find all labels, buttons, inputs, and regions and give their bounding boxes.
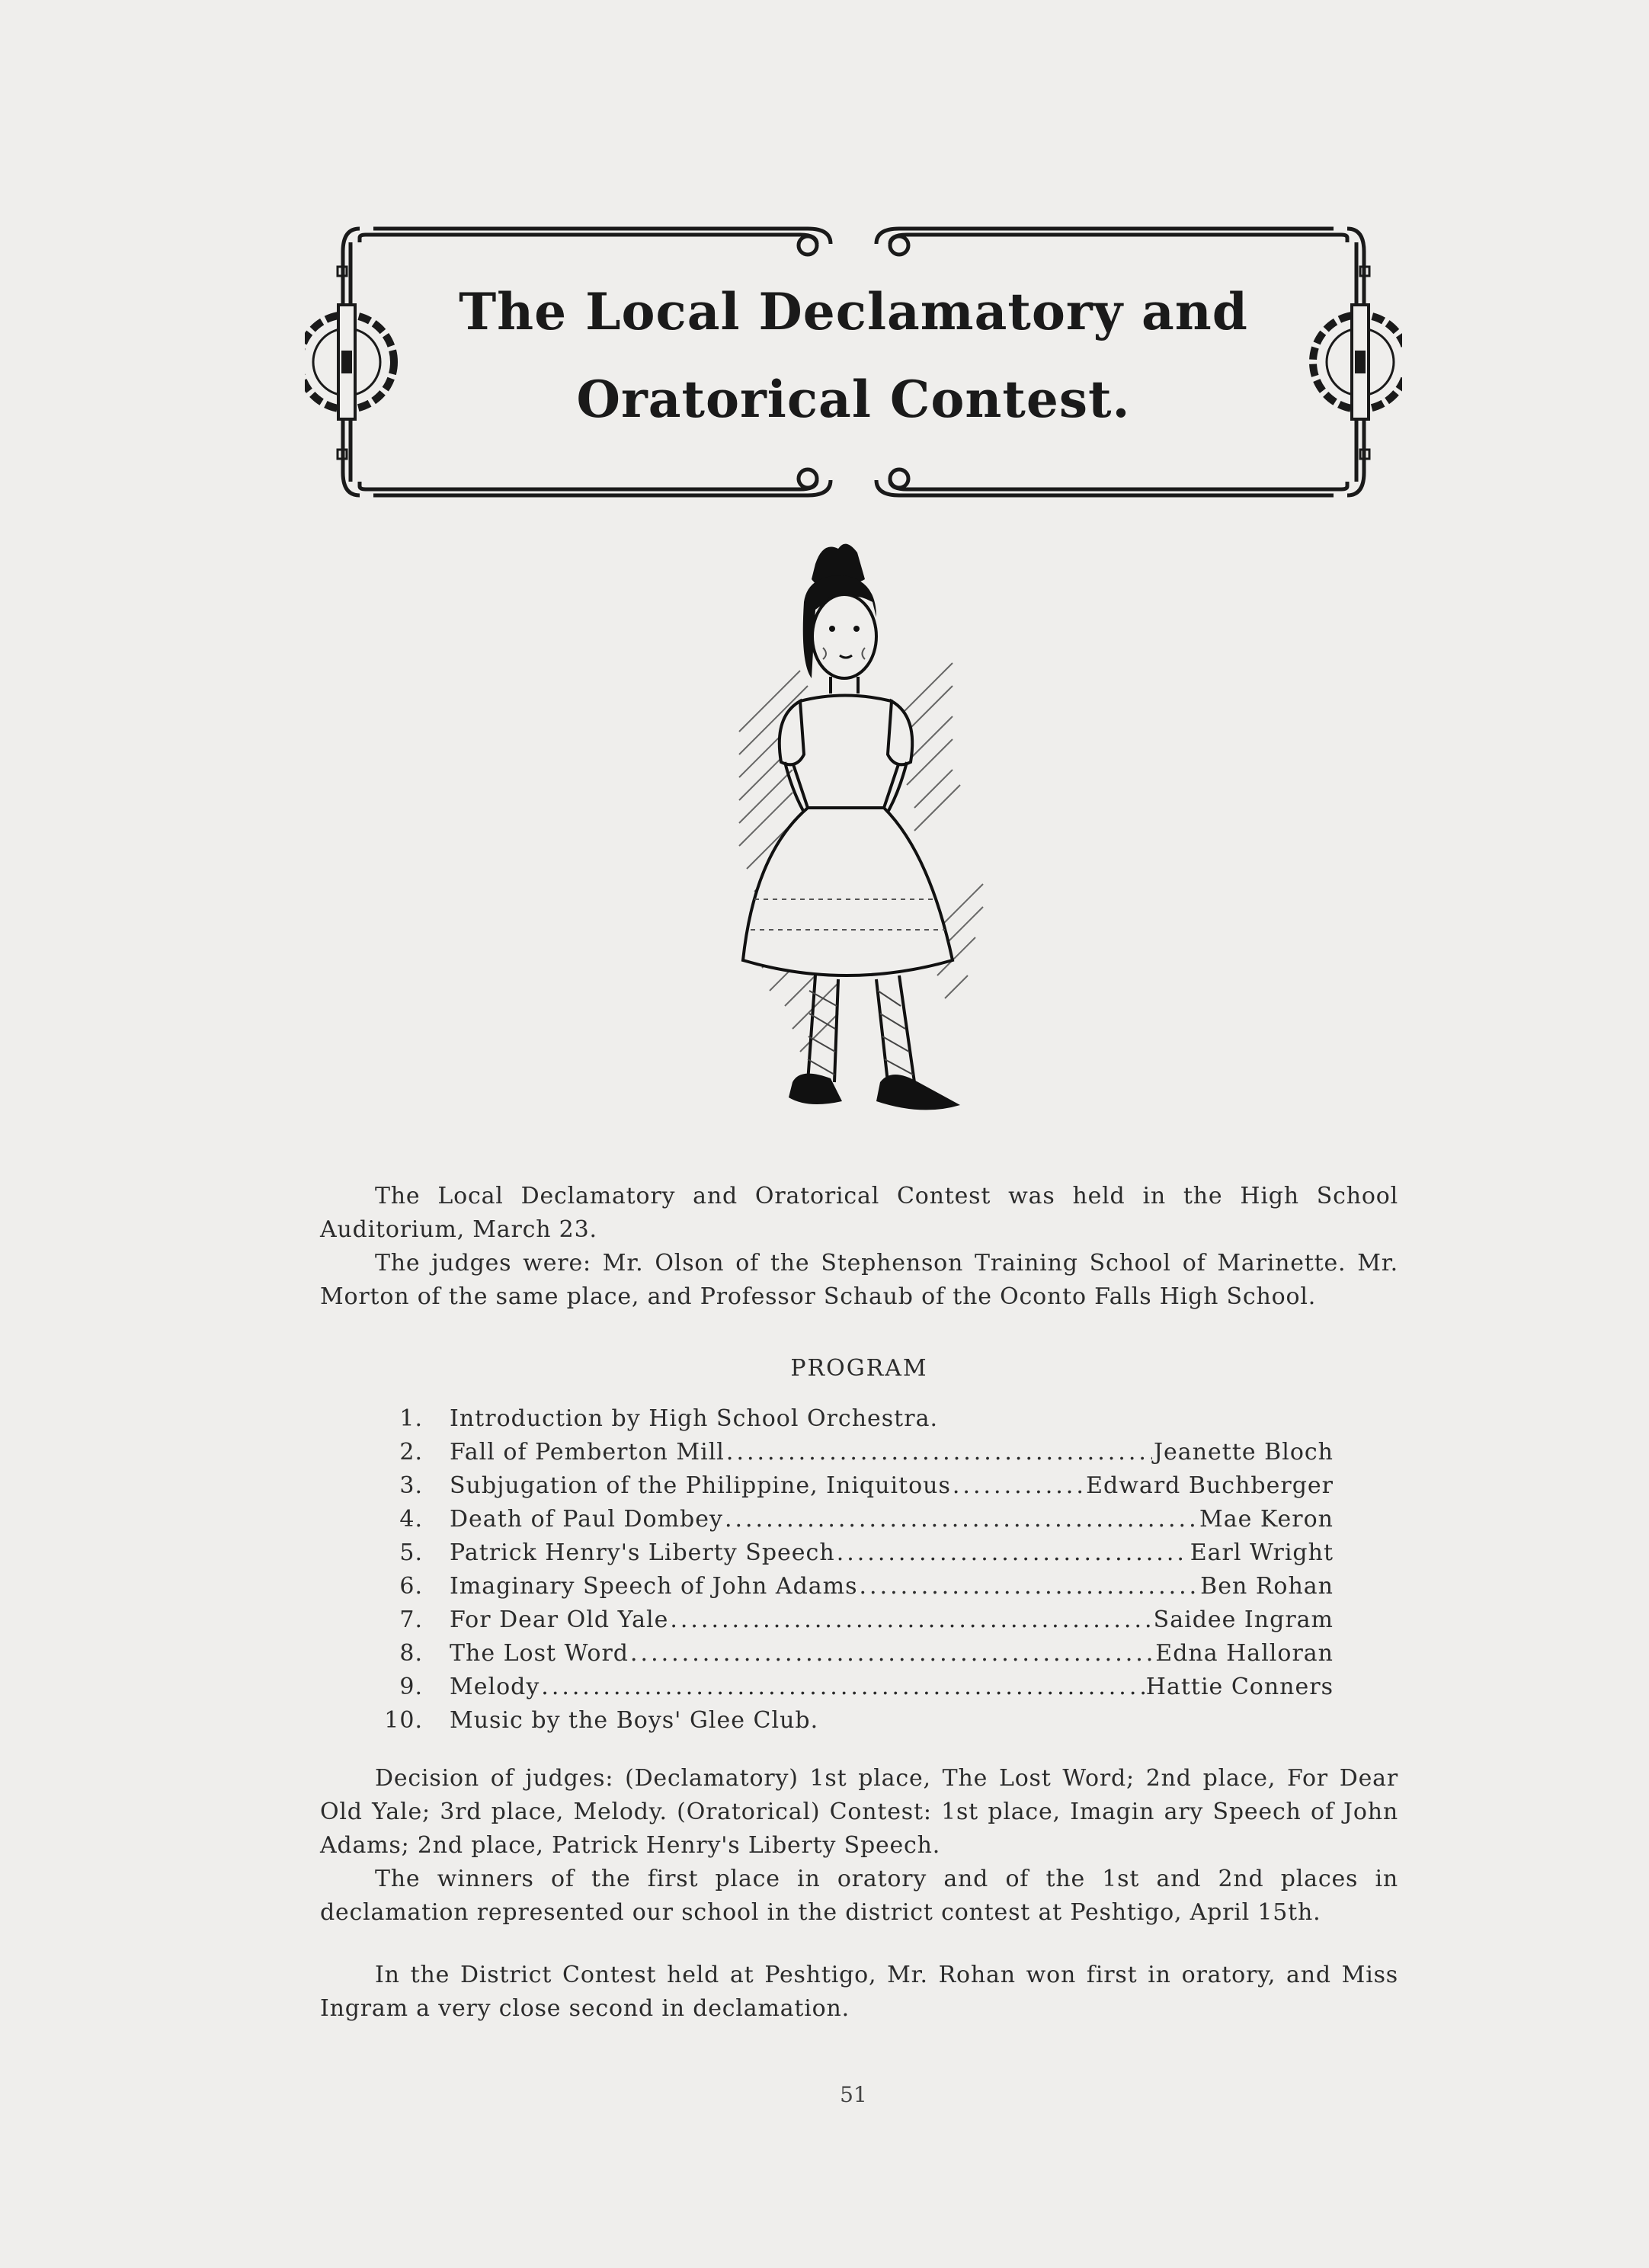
program-item-title: Fall of Pemberton Mill <box>450 1439 725 1466</box>
title-frame <box>305 221 1402 503</box>
program-item-title: Death of Paul Dombey <box>450 1506 723 1533</box>
program-item-number: 2. <box>399 1439 423 1466</box>
dot-leader <box>541 1671 1145 1704</box>
program-item-number: 10. <box>384 1707 423 1734</box>
program-item <box>381 1402 1334 1436</box>
page-title-line-1: The Local Declamatory and <box>459 282 1248 341</box>
winners-paragraph: The winners of the first place in oratory and of the 1st and 2nd places in declamation represented our school in the district contest at Peshtigo, April 15th. <box>320 1866 1398 1926</box>
program-item-performer: Mae Keron <box>1199 1506 1334 1533</box>
program-item-title: Music by the Boys' Glee Club. <box>450 1707 819 1734</box>
dot-leader <box>726 1436 1152 1469</box>
program-item-number: 4. <box>399 1506 423 1533</box>
judges-paragraph: The judges were: Mr. Olson of the Stephenson Training School of Marinette. Mr. Morton of the same place, and Professor Schaub of the Oconto Falls High School. <box>320 1250 1398 1310</box>
program-item-title: Patrick Henry's Liberty Speech <box>450 1539 835 1566</box>
district-section <box>320 1959 1398 2026</box>
decision-paragraph: Decision of judges: (Declamatory) 1st place, The Lost Word; 2nd place, For Dear Old Yale; 3rd place, Melody. (Oratorical) Contest: 1st place, Imagin ary Speech of John Adams; 2nd place, Patrick Henry's Liberty Speech. <box>320 1765 1398 1859</box>
program-item <box>381 1570 1334 1603</box>
program-item-number: 1. <box>399 1405 423 1432</box>
girl-in-dress-icon <box>709 533 998 1143</box>
program-item-number: 8. <box>399 1640 423 1667</box>
program-item-performer: Jeanette Bloch <box>1154 1439 1334 1466</box>
program-item-number: 5. <box>399 1539 423 1566</box>
program-item-title: Subjugation of the Philippine, Iniquitous <box>450 1472 951 1499</box>
program-item <box>381 1503 1334 1536</box>
decision-section <box>320 1762 1398 1930</box>
program-item <box>381 1671 1334 1704</box>
program-item <box>381 1603 1334 1637</box>
program-item <box>381 1436 1334 1469</box>
program-item-performer: Saidee Ingram <box>1153 1606 1334 1633</box>
program-item <box>381 1536 1334 1570</box>
program-item-number: 7. <box>399 1606 423 1633</box>
page-title-line-2: Oratorical Contest. <box>576 370 1131 429</box>
program-item-performer: Edna Halloran <box>1155 1640 1334 1667</box>
program-item <box>381 1704 1334 1738</box>
ornamental-border-icon <box>305 221 1402 503</box>
program-item-number: 3. <box>399 1472 423 1499</box>
program-item-title: Introduction by High School Orchestra. <box>450 1405 938 1432</box>
program-item-title: Melody <box>450 1674 540 1700</box>
page-number: 51 <box>840 2082 867 2107</box>
program-item-number: 6. <box>399 1573 423 1600</box>
dot-leader <box>725 1503 1198 1536</box>
dot-leader <box>837 1536 1189 1570</box>
dot-leader <box>630 1637 1154 1671</box>
dot-leader <box>860 1570 1199 1603</box>
intro-paragraph: The Local Declamatory and Oratorical Contest was held in the High School Auditorium, March 23. <box>320 1183 1398 1243</box>
program-item-performer: Ben Rohan <box>1200 1573 1334 1600</box>
intro-section <box>320 1180 1398 1314</box>
program-item-title: Imaginary Speech of John Adams <box>450 1573 858 1600</box>
district-paragraph: In the District Contest held at Peshtigo, Mr. Rohan won first in oratory, and Miss Ingram a very close second in declamation. <box>320 1962 1398 2022</box>
program-heading: PROGRAM <box>790 1355 928 1382</box>
program-item-title: The Lost Word <box>450 1640 629 1667</box>
program-item-performer: Edward Buchberger <box>1086 1472 1334 1499</box>
dot-leader <box>670 1603 1151 1637</box>
program-item <box>381 1469 1334 1503</box>
program-item-number: 9. <box>399 1674 423 1700</box>
program-item-performer: Earl Wright <box>1190 1539 1334 1566</box>
program-item-performer: Hattie Conners <box>1145 1674 1334 1700</box>
dot-leader <box>953 1469 1084 1503</box>
girl-illustration <box>709 533 998 1143</box>
program-item-title: For Dear Old Yale <box>450 1606 669 1633</box>
program-list <box>381 1402 1334 1738</box>
program-item <box>381 1637 1334 1671</box>
